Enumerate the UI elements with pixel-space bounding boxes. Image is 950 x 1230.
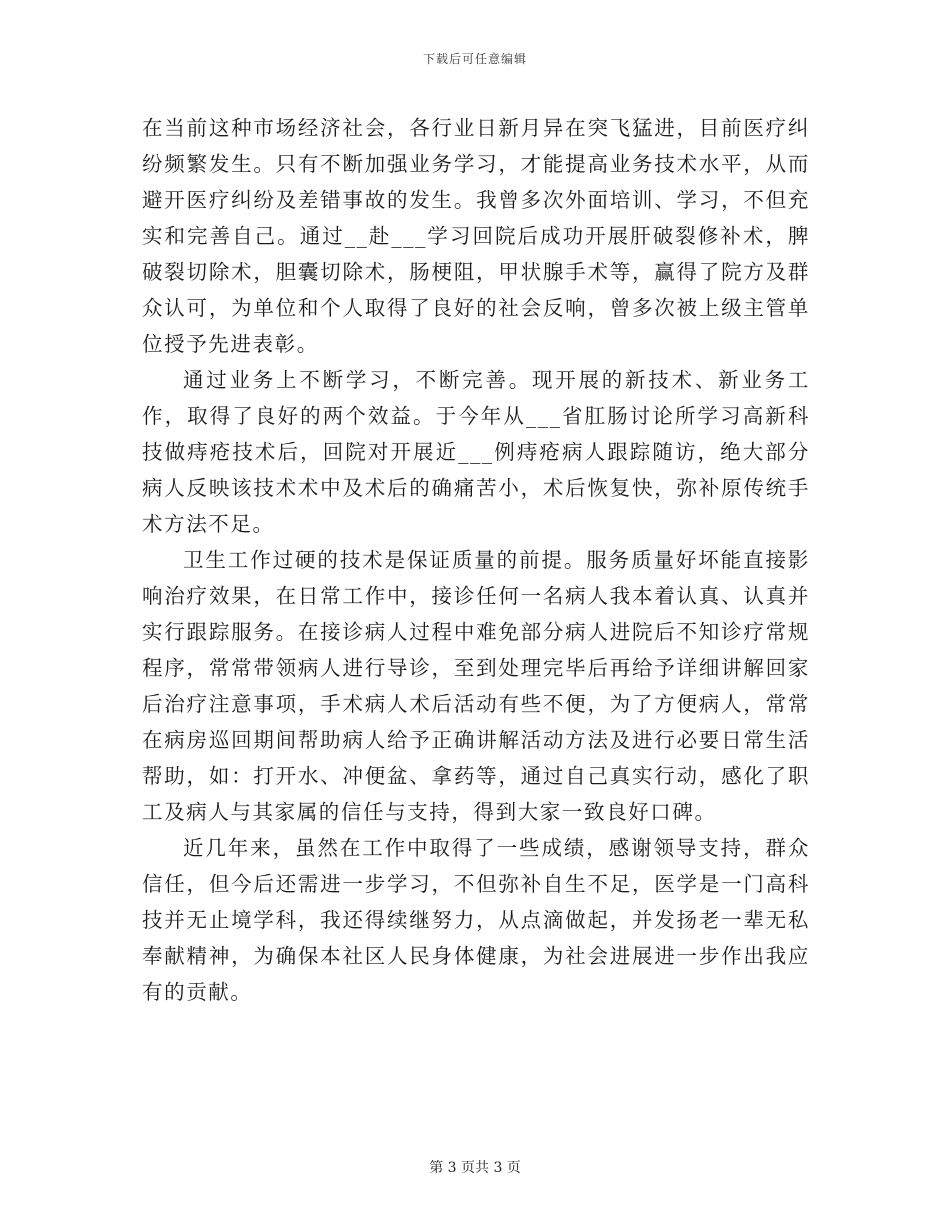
paragraph-1: 在当前这种市场经济社会，各行业日新月异在突飞猛进，目前医疗纠纷频繁发生。只有不断加强业务学习，才能提高业务技术水平，从而避开医疗纠纷及差错事故的发生。我曾多次外面培训、学习，不但充实和完善自己。通过__赴___学习回院后成功开展肝破裂修补术，脾破裂切除术，胆囊切除术，肠梗阻，甲状腺手术等，赢得了院方及群众认可，为单位和个人取得了良好的社会反响，曾多次被上级主管单位授予先进表彰。	[142, 116, 810, 356]
page-header: 下载后可任意编辑	[422, 52, 527, 66]
document-body	[142, 110, 810, 1010]
paragraph-4: 近几年来，虽然在工作中取得了一些成绩，感谢领导支持，群众信任，但今后还需进一步学习，不但弥补自生不足，医学是一门高科技并无止境学科，我还得续继努力，从点滴做起，并发扬老一辈无私奉献精神，为确保本社区人民身体健康，为社会进展进一步作出我应有的贡献。	[142, 836, 810, 1004]
paragraph-2: 通过业务上不断学习，不断完善。现开展的新技术、新业务工作，取得了良好的两个效益。于今年从___省肛肠讨论所学习高新科技做痔疮技术后，回院对开展近___例痔疮病人跟踪随访，绝大部分病人反映该技术术中及术后的确痛苦小，术后恢复快，弥补原传统手术方法不足。	[142, 368, 810, 536]
page-footer: 第 3 页共 3 页	[429, 1160, 521, 1176]
paragraph-3: 卫生工作过硬的技术是保证质量的前提。服务质量好坏能直接影响治疗效果，在日常工作中，接诊任何一名病人我本着认真、认真并实行跟踪服务。在接诊病人过程中难免部分病人进院后不知诊疗常规程序，常常带领病人进行导诊，至到处理完毕后再给予详细讲解回家后治疗注意事项，手术病人术后活动有些不便，为了方便病人，常常在病房巡回期间帮助病人给予正确讲解活动方法及进行必要日常生活帮助，如：打开水、冲便盆、拿药等，通过自己真实行动，感化了职工及病人与其家属的信任与支持，得到大家一致良好口碑。	[142, 548, 810, 824]
